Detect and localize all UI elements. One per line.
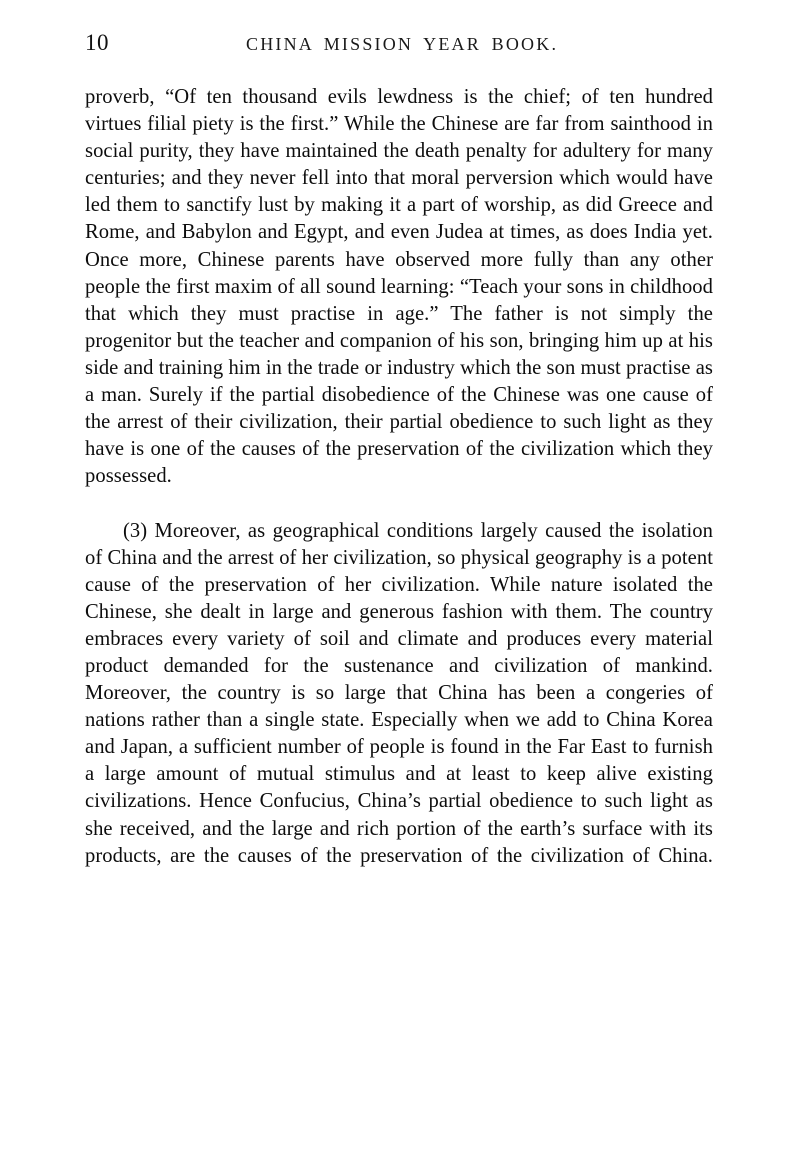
running-head-title: CHINA MISSION YEAR BOOK.	[246, 34, 559, 54]
paragraph-proverb: proverb, “Of ten thousand evils lewdness is the chief; of ten hundred virtues filial piety is the first.” While the Chinese are far from sainthood in social purity, they have maintained the death penalty for adultery for many centuries; and they never fell into that moral perversion which would have led them to sanctify lust by making it a part of worship, as did Greece and Rome, and Babylon and Egypt, and even Judea at times, as does India yet. Once more, Chinese parents have observed more fully than any other people the first maxim of all sound learning: “Teach your sons in childhood that which they must practise in age.” The father is not simply the progenitor but the teacher and companion of his son, bringing him up at his side and training him in the trade or industry which the son must practise as a man. Surely if the partial disobedience of the Chinese was one cause of the arrest of their civilization, their partial obedience to such light as they have is one of the causes of the preservation of the civilization which they possessed.	[85, 86, 713, 488]
running-head	[0, 28, 795, 58]
paragraph-three: (3) Moreover, as geographical conditions largely caused the isolation of China and the arrest of her civilization, so physical geography is a potent cause of the preservation of her civilization. While nature isolated the Chinese, she dealt in large and generous fashion with them. The country embraces every variety of soil and climate and produces every material product demanded for the sustenance and civilization of mankind. Moreover, the country is so large that China has been a congeries of nations rather than a single state. Especially when we add to China Korea and Japan, a sufficient number of people is found in the Far East to furnish a large amount of mutual stimulus and at least to keep alive existing civilizations. Hence Confucius, China’s partial obedience to such light as she received, and the large and rich portion of the earth’s surface with its products, are the causes of the preservation of the civilization of China.	[85, 519, 713, 867]
body-text-block	[85, 84, 713, 897]
page-number: 10	[85, 30, 109, 55]
